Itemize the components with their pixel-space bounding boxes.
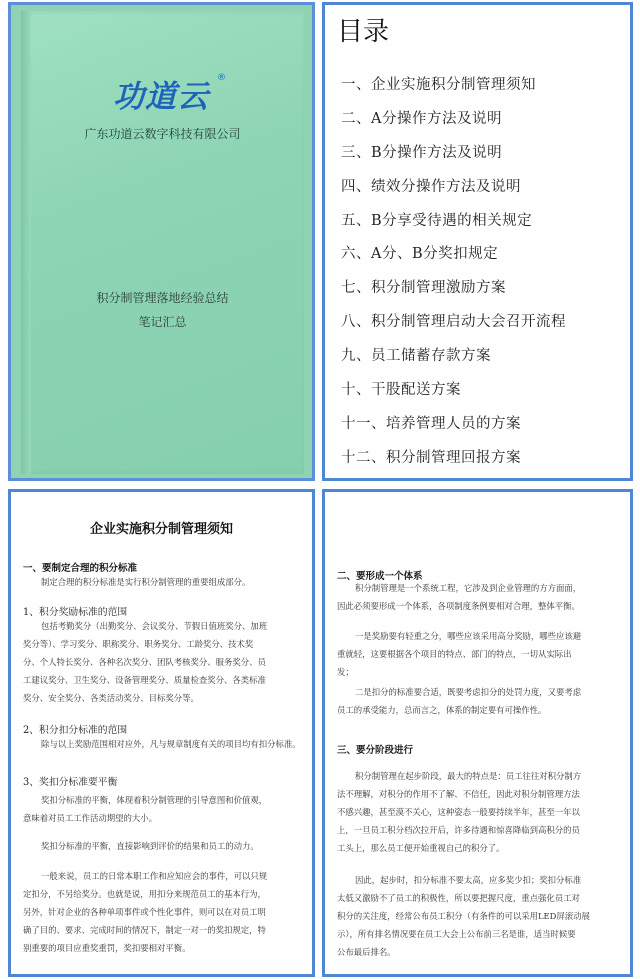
paragraph-line: 二是扣分的标准要合适，既要考虑扣分的处罚力度，又要考虑	[355, 687, 582, 697]
toc-item: 三、B分操作方法及说明	[341, 144, 503, 161]
toc-list	[341, 71, 566, 478]
toc-item: 一、企业实施积分制管理须知	[341, 77, 536, 93]
paragraph-line: 一般来说，员工的日常本职工作和应知应会的事件，可以只规	[41, 871, 268, 881]
paragraph-line: 积分的关注度，经常公布员工积分（有条件的可以采用LED屏滚动展	[337, 911, 590, 921]
paragraph-line: 确了目的、要求、完成时间的情况下，制定一对一的奖扣规定，特	[23, 925, 266, 935]
subsection-heading: 3、奖扣分标准要平衡	[23, 777, 118, 788]
rules-page-2	[322, 489, 633, 977]
paragraph-line: 另外，针对企业的各种单项事件或个性化事件，则可以在对员工明	[23, 907, 266, 917]
paragraph-line: 分、个人特长奖分、各种名次奖分、团队考核奖分、服务奖分、员	[23, 657, 266, 667]
paragraph-line: 奖扣分标准的平衡，体现着积分制管理的引导意图和价值观，	[41, 795, 268, 805]
toc-item: 六、A分、B分奖扣规定	[341, 246, 499, 263]
paragraph-line: 奖分、安全奖分、各类活动奖分、目标奖分等。	[23, 693, 199, 703]
paragraph-line: 因此，起步时，扣分标准不要太高，应多奖少扣；奖扣分标准	[355, 875, 582, 885]
paragraph-line: 积分制管理是一个系统工程，它涉及到企业管理的方方面面，	[355, 583, 582, 593]
toc-item: 四、绩效分操作方法及说明	[341, 178, 521, 195]
section-heading: 一、要制定合理的积分标准	[23, 563, 138, 574]
paragraph-line: 意味着对员工工作活动期望的大小。	[23, 813, 157, 823]
paragraph-line: 发；	[337, 667, 354, 677]
paragraph-line: 公布最后排名。	[337, 947, 396, 957]
subsection-heading: 2、积分扣分标准的范围	[23, 725, 128, 736]
paragraph-line: 奖扣分标准的平衡，直接影响到评价的结果和员工的动力。	[41, 841, 259, 851]
paragraph-line: 奖分等）、学习奖分、职称奖分、职务奖分、工龄奖分、技术奖	[23, 639, 254, 649]
paragraph-line: 除与以上奖励范围相对应外，凡与规章制度有关的项目均有扣分标准。	[41, 739, 301, 749]
page-title: 企业实施积分制管理须知	[89, 522, 233, 537]
paragraph-line: 重就轻，这要根据各个项目的特点、部门的特点，一切从实际出	[337, 649, 572, 659]
cover-page	[8, 2, 315, 481]
toc-item: 二、A分操作方法及说明	[341, 110, 502, 127]
paragraph-line: 定扣分，不另给奖分。也就是说，用扣分来规范员工的基本行为，	[23, 889, 266, 899]
registered-mark: ®	[217, 73, 226, 83]
paragraph-line: 别重要的项目应重奖重罚，奖扣要相对平衡。	[23, 943, 191, 953]
rules-page-1	[8, 489, 315, 977]
toc-item: 五、B分享受待遇的相关规定	[341, 212, 533, 229]
book-cover	[21, 11, 304, 474]
toc-item: 十一、培养管理人员的方案	[341, 415, 521, 432]
cover-subtitle: 笔记汇总	[138, 315, 187, 329]
paragraph-line: 工建议奖分、卫生奖分、设备管理奖分、质量检查奖分、各类标准	[23, 675, 266, 685]
paragraph-line: 员工的承受能力，总而言之，体系的制定要有可操作性。	[337, 705, 547, 715]
toc-title: 目录	[337, 17, 390, 47]
brand-logo: 功道云	[113, 79, 209, 115]
paragraph-line: 一是奖励要有轻重之分，哪些应该采用高分奖励，哪些应该避	[355, 631, 582, 641]
toc-item: 十、干股配送方案	[341, 382, 461, 399]
toc-item: 七、积分制管理激励方案	[341, 280, 506, 297]
paragraph-line: 太低又激励不了员工的积极性，所以要把握尺度，重点强化员工对	[337, 893, 580, 903]
subsection-heading: 1、积分奖励标准的范围	[23, 607, 128, 618]
paragraph-line: 工头上，那么员工便开始重视自己的积分了。	[337, 843, 505, 853]
table-of-contents	[322, 2, 633, 481]
toc-item: 十二、积分制管理回报方案	[341, 449, 521, 466]
paragraph-line: 制定合理的积分标准是实行积分制管理的重要组成部分。	[41, 577, 251, 587]
paragraph-line: 示），所有排名情况要在员工大会上公布前三名是谁，适当时候要	[337, 929, 576, 939]
paragraph-line: 因此必须要形成一个体系，各项制度条例要相对合理，整体平衡。	[337, 601, 580, 611]
paragraph-line: 上，一旦员工积分档次拉开后，许多待遇和惊喜降临到高积分的员	[337, 825, 580, 835]
section-heading: 二、要形成一个体系	[337, 571, 423, 582]
toc-item: 九、员工储蓄存款方案	[341, 348, 491, 365]
paragraph-line: 不感兴趣，甚至漠不关心，这种姿态一般要持续半年，甚至一年以	[337, 807, 580, 817]
cover-title: 积分制管理落地经验总结	[96, 291, 229, 305]
toc-item: 八、积分制管理启动大会召开流程	[341, 314, 566, 331]
company-name: 广东功道云数字科技有限公司	[84, 127, 241, 141]
paragraph-line: 法不理解，对积分的作用不了解、不信任，因此对积分制管理方法	[337, 789, 580, 799]
paragraph-line: 积分制管理在起步阶段，最大的特点是：员工往往对积分制方	[355, 771, 582, 781]
section-heading: 三、要分阶段进行	[337, 745, 414, 756]
paragraph-line: 包括考勤奖分（出勤奖分、会议奖分、节假日值班奖分、加班	[41, 621, 268, 631]
